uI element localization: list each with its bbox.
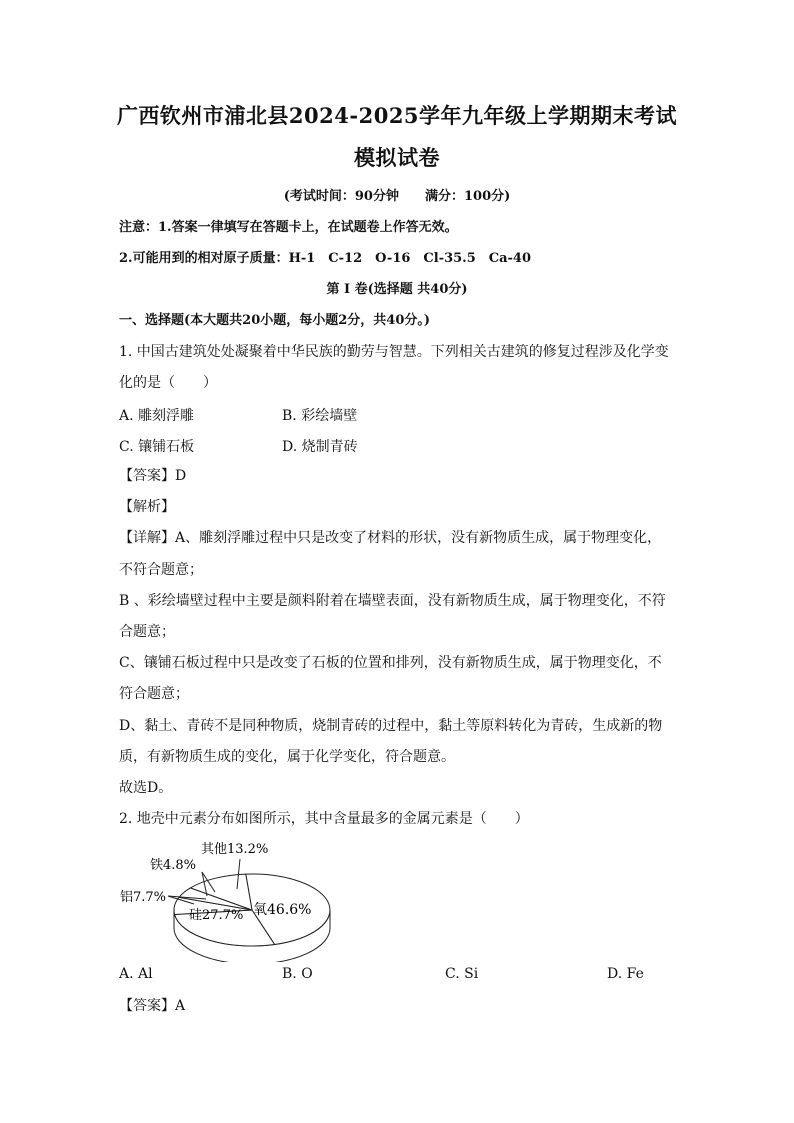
q1-detail-line-5: C、镶铺石板过程中只是改变了石板的位置和排列，没有新物质生成，属于物理变化，不 [119,655,662,671]
slice-label-oxygen: 氧46.6% [253,902,312,918]
q1-detail-line-3: B 、彩绘墙壁过程中主要是颜料附着在墙壁表面，没有新物质生成，属于物理变化，不符 [119,593,666,609]
slice-label-aluminum: 铝7.7% [120,890,167,905]
q1-detail-line-7: D、黏土、青砖不是同种物质，烧制青砖的过程中，黏土等原料转化为青砖，生成新的物 [119,718,663,734]
q1-stem-line-1: 1. 中国古建筑处处凝聚着中华民族的勤劳与智慧。下列相关古建筑的修复过程涉及化学变 [119,344,669,360]
part-title: 一、选择题(本大题共20小题，每小题2分，共40分。) [119,313,431,328]
notice-1: 注意：1.答案一律填写在答题卡上，在试题卷上作答无效。 [119,220,458,235]
q2-option-d: D. Fe [607,966,644,982]
q2-stem: 2. 地壳中元素分布如图所示，其中含量最多的金属元素是（ ） [119,811,529,827]
q1-answer: 【答案】D [119,468,187,484]
slice-label-iron: 铁4.8% [150,858,197,873]
q1-detail-line-2: 不符合题意； [119,562,203,578]
crust-element-pie-chart [110,832,350,962]
section-title: 第 I 卷(选择题 共40分) [326,282,468,297]
slice-label-other: 其他13.2% [201,842,269,857]
q1-option-d: D. 烧制青砖 [282,439,358,455]
q1-stem-line-2: 化的是（ ） [119,375,217,391]
title-line-2: 模拟试卷 [354,145,440,170]
q1-detail-line-6: 符合题意； [119,686,189,702]
q1-option-c: C. 镶铺石板 [119,439,195,455]
q2-option-b: B. O [282,966,313,982]
q1-conclusion: 故选D。 [119,780,173,796]
exam-info: (考试时间：90分钟 满分：100分) [283,189,511,204]
q2-option-c: C. Si [445,966,479,982]
q1-analysis-label: 【解析】 [119,499,175,515]
title-line-1: 广西钦州市浦北县2024-2025学年九年级上学期期末考试 [116,103,678,128]
q1-detail-line-4: 合题意； [119,624,175,640]
q1-option-b: B. 彩绘墙壁 [282,408,358,424]
q2-answer: 【答案】A [119,998,186,1014]
q2-option-a: A. Al [119,966,153,982]
slice-label-silicon: 硅27.7% [189,908,244,923]
q1-option-a: A. 雕刻浮雕 [119,408,195,424]
notice-2: 2.可能用到的相对原子质量：H-1 C-12 O-16 Cl-35.5 Ca-40 [119,251,532,266]
q1-detail-line-1: 【详解】A、雕刻浮雕过程中只是改变了材料的形状，没有新物质生成，属于物理变化， [119,530,662,546]
q1-detail-line-8: 质，有新物质生成的变化，属于化学变化，符合题意。 [119,749,455,765]
